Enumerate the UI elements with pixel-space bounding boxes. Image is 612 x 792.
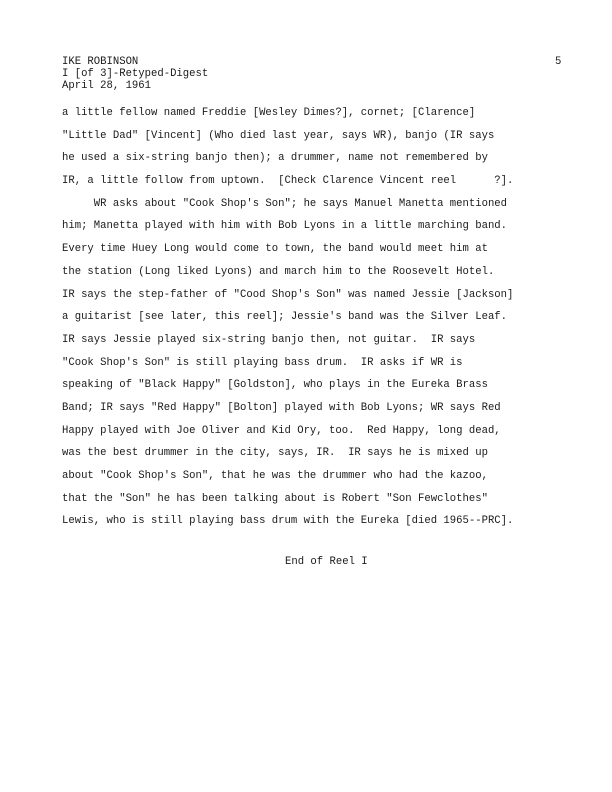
- text-line: was the best drummer in the city, says, IR. IR says he is mixed up: [62, 447, 488, 460]
- text-line: "Little Dad" [Vincent] (Who died last year, says WR), banjo (IR says: [62, 129, 495, 142]
- text-line: IR says the step-father of "Cood Shop's Son" was named Jessie [Jackson]: [62, 288, 514, 301]
- text-line: Lewis, who is still playing bass drum with the Eureka [died 1965--PRC].: [62, 515, 514, 528]
- text-line: IR, a little follow from uptown. [Check Clarence Vincent reel ?].: [62, 175, 514, 188]
- text-line: the station (Long liked Lyons) and march him to the Roosevelt Hotel.: [62, 265, 495, 278]
- text-line: a little fellow named Freddie [Wesley Dimes?], cornet; [Clarence]: [62, 107, 476, 119]
- text-line: WR asks about "Cook Shop's Son"; he says Manuel Manetta mentioned: [62, 197, 508, 210]
- text-line: IR says Jessie played six-string banjo then, not guitar. IR says: [62, 333, 476, 346]
- text-line: "Cook Shop's Son" is still playing bass drum. IR asks if WR is: [62, 356, 463, 369]
- text-line: a guitarist [see later, this reel]; Jessie's band was the Silver Leaf.: [62, 311, 508, 324]
- document-header: [62, 56, 208, 92]
- text-line: speaking of "Black Happy" [Goldston], who plays in the Eureka Brass: [62, 379, 488, 392]
- page-number: 5: [555, 56, 562, 68]
- text-line: about "Cook Shop's Son", that he was the drummer who had the kazoo,: [62, 470, 488, 482]
- interviewee-name: IKE ROBINSON: [62, 56, 139, 68]
- text-line: him; Manetta played with him with Bob Lyons in a little marching band.: [62, 220, 508, 233]
- text-line: Every time Huey Long would come to town, the band would meet him at: [62, 243, 488, 256]
- text-line: Happy played with Joe Oliver and Kid Ory, too. Red Happy, long dead,: [62, 424, 501, 437]
- transcript-body: [62, 102, 582, 533]
- text-line: he used a six-string banjo then); a drummer, name not remembered by: [62, 152, 488, 165]
- text-line: that the "Son" he has been talking about is Robert "Son Fewclothes": [62, 492, 488, 505]
- end-of-reel-label: End of Reel I: [285, 556, 368, 568]
- interview-date: April 28, 1961: [62, 80, 152, 92]
- reel-info: I [of 3]-Retyped-Digest: [62, 68, 209, 80]
- text-line: Band; IR says "Red Happy" [Bolton] played with Bob Lyons; WR says Red: [62, 401, 501, 414]
